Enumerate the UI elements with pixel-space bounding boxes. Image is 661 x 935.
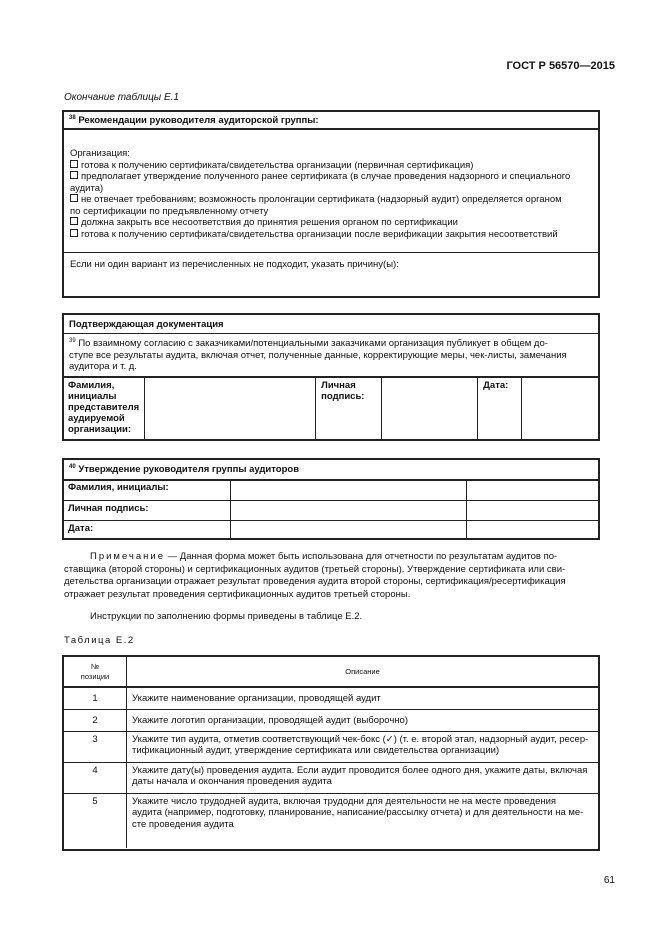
desc-line: сте проведения аудита [132, 818, 234, 830]
section-40-header [64, 460, 598, 481]
table-e2 [62, 655, 600, 851]
label-line: представителя [68, 402, 140, 413]
label-line: аудируемой [68, 413, 125, 424]
desc-line: Укажите тип аудита, отметив соответствующий чек-бокс (✓) (т. е. второй этап, надзорный аудит, ресер- [132, 733, 589, 745]
table-row [64, 709, 598, 731]
option-label: готова к получению сертификата/свидетельства организации (первичная сертификация) [81, 159, 474, 171]
section-38-number: 38 [69, 114, 76, 121]
row-number: 5 [64, 793, 127, 848]
desc-line: Укажите число трудодней аудита, включая трудодни для деятельности не на месте проведения [132, 795, 557, 807]
option-item [70, 194, 592, 206]
other-reason-label: Если ни один вариант из перечисленных не подходит, указать причину(ы): [70, 259, 399, 270]
note-line: — Данная форма может быть использована для отчетности по результатам аудитов по- [165, 551, 558, 562]
column-header-description: Описание [127, 657, 599, 687]
approval-signature-label: Личная подпись: [63, 500, 231, 520]
text-line: По взаимному согласию с заказчиками/потенциальными заказчиками организация публикует в общем до- [75, 338, 548, 349]
option-label: должна закрыть все несоответствия до принятия решения органом по сертификации [81, 217, 458, 228]
section-40-title: Утверждение руководителя группы аудиторов [75, 464, 300, 475]
header-line: № [90, 661, 100, 671]
approval-name-extra-cell[interactable] [467, 480, 600, 500]
approval-date-extra-cell[interactable] [467, 520, 600, 539]
section-38-box [62, 110, 600, 298]
section-38-divider [64, 252, 598, 253]
row-number: 4 [64, 762, 127, 793]
note-label: Примечание [90, 551, 165, 562]
table-row [64, 731, 598, 762]
section-39-number: 39 [69, 337, 76, 344]
label-line: Личная [321, 380, 356, 391]
note-line: ставщика (второй стороны) и сертификационных аудитов (третьей стороны). Утверждение сертификата или сви- [64, 563, 566, 575]
column-header-number [64, 657, 127, 687]
option-label: готова к получению сертификата/свидетельства организации после верификации закрытия несоответствий [81, 228, 558, 240]
row-number: 2 [64, 709, 127, 731]
note-line: детельства организации отражает результат проведения аудита второй стороны, сертификация/ресертификация [64, 576, 566, 587]
note-line: отражает результат проведения сертификационных аудитов третьей стороны. [64, 588, 411, 600]
checkbox-icon[interactable] [70, 217, 78, 225]
option-item [70, 217, 592, 229]
row-description [127, 731, 599, 762]
desc-line: даты начала и окончания проведения аудита [132, 776, 332, 787]
option-item [70, 160, 592, 172]
text-line: ступе все результаты аудита, включая отчет, полученные данные, корректирующие меры, чек-листы, замечания [69, 349, 567, 361]
table-e2-grid [64, 657, 598, 848]
label-line: инициалы [68, 391, 117, 402]
signature-label [316, 378, 382, 442]
standard-number: ГОСТ Р 56570—2015 [506, 60, 615, 72]
approval-date-cell[interactable] [231, 520, 467, 539]
representative-table [63, 377, 599, 441]
option-item [70, 171, 592, 183]
header-line: позиции [80, 671, 110, 681]
date-label: Дата: [478, 378, 522, 442]
approval-name-cell[interactable] [231, 480, 467, 500]
section-38-header [64, 112, 598, 130]
label-line: подпись: [321, 391, 365, 402]
checkbox-icon[interactable] [70, 194, 78, 202]
table-row [64, 793, 598, 848]
desc-line: Укажите наименование организации, проводящей аудит [132, 692, 381, 704]
option-item [70, 229, 592, 241]
desc-line: Укажите дату(ы) проведения аудита. Если аудит проводится более одного дня, укажите даты, включая [132, 764, 588, 776]
row-description [127, 762, 599, 793]
section-39-text [64, 334, 598, 377]
row-number: 3 [64, 731, 127, 762]
representative-name-label [63, 378, 145, 442]
checkbox-icon[interactable] [70, 171, 78, 179]
checkbox-icon[interactable] [70, 229, 78, 237]
section-39-header [64, 315, 598, 334]
label-line: Фамилия, [68, 380, 115, 391]
table-continuation-caption: Окончание таблицы Е.1 [64, 92, 179, 103]
section-40-box [62, 458, 600, 540]
row-description [127, 709, 599, 731]
approval-table [63, 480, 599, 539]
checkbox-icon[interactable] [70, 160, 78, 168]
page-number: 61 [603, 875, 615, 886]
section-39-title: Подтверждающая документация [69, 319, 224, 330]
signature-cell[interactable] [382, 378, 478, 442]
table-row [64, 762, 598, 793]
instruction-text: Инструкции по заполнению формы приведены в таблице Е.2. [90, 611, 363, 622]
section-38-title: Рекомендации руководителя аудиторской группы: [75, 115, 319, 126]
row-description [127, 687, 599, 709]
table-e2-caption: Таблица Е.2 [64, 635, 135, 646]
representative-name-cell[interactable] [145, 378, 316, 442]
desc-line: аудита (например, подготовку, планирование, написание/рассылку отчета) и для деятельности на ме- [132, 807, 584, 818]
label-line: организации: [68, 424, 131, 435]
row-number: 1 [64, 687, 127, 709]
approval-name-label: Фамилия, инициалы: [63, 480, 231, 500]
date-cell[interactable] [522, 378, 599, 442]
section-40-number: 40 [69, 463, 76, 470]
text-line: аудитора и т. д. [69, 361, 137, 372]
desc-line: Укажите логотип организации, проводящей аудит (выборочно) [132, 714, 408, 726]
table-row [64, 687, 598, 709]
organization-label: Организация: [70, 148, 130, 159]
approval-date-label: Дата: [63, 520, 231, 539]
option-continuation: аудита) [70, 182, 104, 194]
note-paragraph [64, 551, 598, 601]
approval-signature-extra-cell[interactable] [467, 500, 600, 520]
option-continuation: по сертификации по предъявленному отчету [70, 205, 269, 217]
row-description [127, 793, 599, 848]
section-39-box [62, 313, 600, 441]
option-label: предполагает утверждение полученного ранее сертификата (в случае проведения надзорного и специального [81, 171, 571, 182]
option-label: не отвечает требованиям; возможность пролонгации сертификата (надзорный аудит) определяется органом [81, 194, 562, 205]
desc-line: тификационный аудит, утверждение сертификата или свидетельства организации) [132, 745, 500, 756]
approval-signature-cell[interactable] [231, 500, 467, 520]
